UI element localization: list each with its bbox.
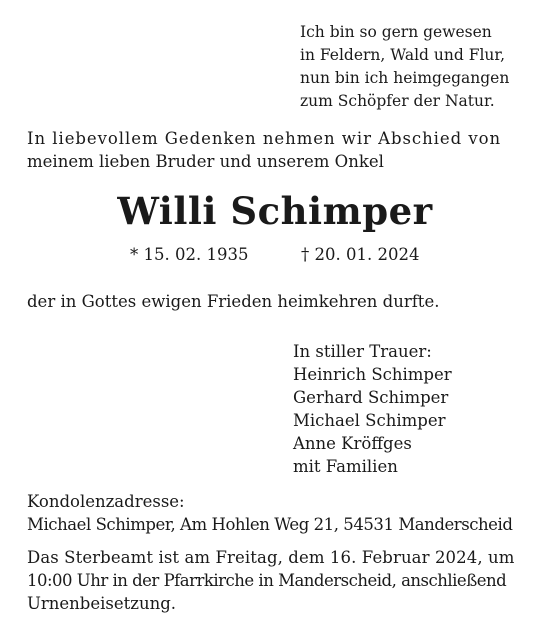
body-text: der in Gottes ewigen Frieden heimkehren durfte. <box>27 292 440 311</box>
poem-line: nun bin ich heimgegangen <box>300 69 510 87</box>
mourners-list <box>293 340 452 478</box>
birth-date: * 15. 02. 1935 <box>130 245 249 264</box>
poem <box>300 21 509 113</box>
funeral-line: Urnenbeisetzung. <box>27 594 177 613</box>
funeral-line: Das Sterbeamt ist am Freitag, dem 16. Februar 2024, um <box>27 548 515 567</box>
poem-line: Ich bin so gern gewesen <box>300 23 492 41</box>
poem-line: zum Schöpfer der Natur. <box>300 92 495 110</box>
condolence-label: Kondolenzadresse: <box>27 492 185 511</box>
mourner-name: mit Familien <box>293 457 398 476</box>
mourner-name: Michael Schimper <box>293 411 446 430</box>
mourner-name: Gerhard Schimper <box>293 388 449 407</box>
poem-line: in Feldern, Wald und Flur, <box>300 46 506 64</box>
mourner-name: Anne Kröffges <box>293 434 412 453</box>
condolence-address: Michael Schimper, Am Hohlen Weg 21, 54531 Manderscheid <box>27 515 513 534</box>
condolence-section <box>27 490 512 536</box>
mourner-name: Heinrich Schimper <box>293 365 452 384</box>
intro-line: meinem lieben Bruder und unserem Onkel <box>27 152 384 171</box>
mourners-heading: In stiller Trauer: <box>293 342 432 361</box>
funeral-line: 10:00 Uhr in der Pfarrkirche in Manderscheid, anschließend <box>27 571 507 590</box>
deceased-name: Willi Schimper <box>117 189 433 233</box>
funeral-info <box>27 546 525 615</box>
death-date: † 20. 01. 2024 <box>301 245 420 264</box>
intro-line: In liebevollem Gedenken nehmen wir Abschied von <box>27 129 502 148</box>
